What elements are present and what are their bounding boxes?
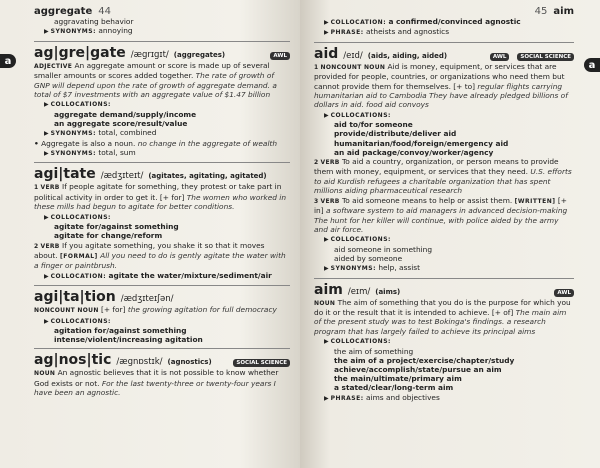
entry-agitation-head [34,289,290,305]
collocation: aid someone in something [334,244,433,254]
thumb-index-right: a [584,58,600,72]
synonyms: ▶ SYNONYMS: total, combined [44,128,157,138]
top-syn-line: ▶ SYNONYMS: annoying [44,26,133,36]
top-coll-line: aggravating behavior [54,17,134,26]
synonyms: ▶ SYNONYMS: total, sum [44,148,136,158]
divider [34,348,290,349]
collocation: provide/distribute/deliver aid [334,129,457,139]
noun-line: • Aggregate is also a noun. no change in the aggregate of wealth [34,138,278,148]
headword: aim [314,281,343,298]
running-head-right [314,6,574,17]
pronunciation: /ægnɒstɪk/ [116,357,163,368]
collocations-label: ▶ COLLOCATIONS: [44,317,111,325]
awl-badge: AWL [490,53,510,61]
word-forms: (aids, aiding, aided) [367,51,448,60]
entry-agnostic-head [34,352,290,368]
collocation: agitation for/against something [54,325,187,335]
running-head-word: aim [553,6,574,17]
collocations-label: ▶ COLLOCATIONS: [44,213,111,221]
collocation: agitate for/against something [54,222,179,232]
collocation: the aim of something [334,346,414,356]
collocation: a stated/clear/long-term aim [334,383,454,393]
collocation: an aid package/convoy/worker/agency [334,147,494,157]
definition: ADJECTIVE An aggregate amount or score is made up of several smaller amounts or scores added together. The rate of growth of GNP will depend upon the rate of growth of aggregate demand. a total of $7 investments with an aggregate value of $1.47 billion [34,60,277,100]
word-forms: (agitates, agitating, agitated) [148,172,267,181]
pronunciation: /eɪd/ [343,50,363,61]
page-number: 44 [98,6,111,17]
running-head-word: aggregate [34,6,93,17]
divider [314,278,574,279]
divider [34,285,290,286]
collocation: achieve/accomplish/state/pursue an aim [334,364,502,374]
headword: aid [314,45,339,62]
pronunciation: /eɪm/ [347,286,371,297]
collocation: humanitarian/food/foreign/emergency aid [334,138,509,148]
entry-aid-head [314,46,574,62]
headword: agi|tate [34,166,96,183]
pronunciation: /ægrɪgɪt/ [130,49,169,60]
pronunciation: /ædʒɪteɪt/ [100,171,144,182]
entry-agitate-head [34,166,290,182]
collocations-label: ▶ COLLOCATIONS: [324,236,391,244]
collocation: aided by someone [334,253,403,263]
collocation: aggregate demand/supply/income [54,109,197,119]
collocations-label: ▶ COLLOCATIONS: [44,101,111,109]
collocation-line: ▶ COLLOCATION: a confirmed/convinced agnostic [324,17,521,26]
thumb-index-left: a [0,54,16,68]
collocations-label: ▶ COLLOCATIONS: [324,338,391,346]
social-science-badge: SOCIAL SCIENCE [517,53,574,61]
collocation: agitate for change/reform [54,231,163,241]
definition: NOUN The aim of something that you do is the purpose for which you do it or the result that it is intended to achieve. [+ of] The main aim of the present study was to test Bokinga's findings. a research program that has largely failed to achieve its principal aims [314,297,571,336]
sense-1: 1 NONCOUNT NOUN Aid is money, equipment, or services that are provided for people, countries, or organizations who need them but cannot provide them for themselves. [+ to] regular flights carrying humanitarian aid to Cambodia They have already pledged billions of dollars in aid. food aid convoys [314,61,568,110]
collocation: an aggregate score/result/value [54,119,188,129]
awl-badge: AWL [554,289,574,297]
social-science-badge: SOCIAL SCIENCE [233,359,290,367]
running-head-left [34,6,290,17]
divider [34,41,290,42]
collocation: aid to/for someone [334,120,413,130]
divider [34,162,290,163]
right-page [300,0,600,468]
word-forms: (aims) [375,287,401,296]
definition: NONCOUNT NOUN [+ for] the growing agitation for full democracy [34,305,277,315]
sense-3: 3 VERB To aid someone means to help or assist them. [WRITTEN] [+ in] a software system to aid managers in advanced decision-making The hunt for her killer will continue, with police aided by the army and air force. [314,195,568,234]
awl-badge: AWL [270,52,290,60]
page-number: 45 [534,6,548,17]
pronunciation: /ædʒɪteɪʃən/ [120,294,174,305]
entry-aim-head [314,282,574,298]
sense-2: 2 VERB To aid a country, organization, or person means to provide them with money, equipment, or services that they need. U.S. efforts to aid Kurdish refugees a charitable organization that has spent millions aiding pharmaceutical research [314,157,572,196]
definition: NOUN An agnostic believes that it is not possible to know whether God exists or not. For the last twenty-three or twenty-four years I have been an agnostic. [34,368,279,398]
collocations-label: ▶ COLLOCATIONS: [324,111,391,119]
headword: ag|nos|tic [34,352,112,369]
collocation: the aim of a project/exercise/chapter/study [334,355,515,365]
sense-2: 2 VERB If you agitate something, you shake it so that it moves about. [FORMAL] All you need to do is gently agitate the water with a finger or paintbrush. [34,240,286,271]
phrase-line: ▶ PHRASE: atheists and agnostics [324,27,450,37]
word-forms: (agnostics) [167,358,212,367]
collocation: intense/violent/increasing agitation [54,335,203,345]
headword: ag|gre|gate [34,44,126,61]
phrase-line: ▶ PHRASE: aims and objectives [324,392,440,402]
divider [314,42,574,43]
collocation-line: ▶ COLLOCATION: agitate the water/mixture/sediment/air [44,270,272,280]
synonyms: ▶ SYNONYMS: help, assist [324,263,421,273]
sense-1: 1 VERB If people agitate for something, they protest or take part in political activity in order to get it. [+ for] The women who worked in these mills had begun to agitate for better conditions. [34,182,287,212]
word-forms: (aggregates) [173,50,226,59]
headword: agi|ta|tion [34,289,116,306]
entry-aggregate-head [34,45,290,61]
collocation: the main/ultimate/primary aim [334,374,462,384]
